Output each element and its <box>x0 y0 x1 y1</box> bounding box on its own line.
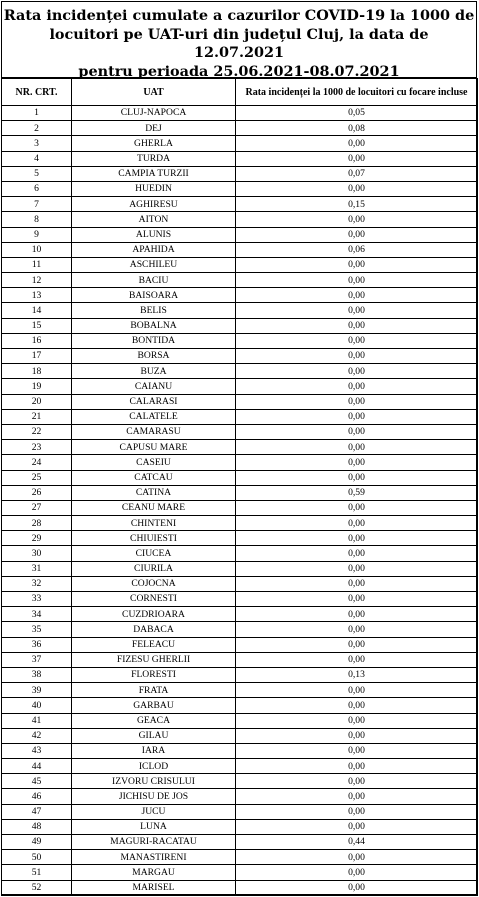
row-incidence-rate: 0,00 <box>236 470 478 485</box>
row-number: 21 <box>2 409 72 424</box>
row-uat: DEJ <box>72 121 236 136</box>
row-uat: FELEACU <box>72 637 236 652</box>
table-row <box>2 622 478 637</box>
table-row <box>2 318 478 333</box>
row-incidence-rate: 0,00 <box>236 424 478 439</box>
table-row <box>2 106 478 121</box>
row-number: 20 <box>2 394 72 409</box>
row-number: 42 <box>2 728 72 743</box>
row-number: 4 <box>2 151 72 166</box>
row-uat: GHERLA <box>72 136 236 151</box>
row-number: 34 <box>2 607 72 622</box>
table-row <box>2 607 478 622</box>
document-sheet <box>1 1 477 895</box>
row-incidence-rate: 0,00 <box>236 759 478 774</box>
row-uat: TURDA <box>72 151 236 166</box>
row-incidence-rate: 0,00 <box>236 652 478 667</box>
row-number: 35 <box>2 622 72 637</box>
table-row <box>2 592 478 607</box>
table-row <box>2 364 478 379</box>
header-nr-crt: NR. CRT. <box>2 79 72 106</box>
row-uat: LUNA <box>72 819 236 834</box>
row-uat: ICLOD <box>72 759 236 774</box>
table-row <box>2 440 478 455</box>
row-uat: DABACA <box>72 622 236 637</box>
table-row <box>2 166 478 181</box>
row-number: 26 <box>2 485 72 500</box>
table-row <box>2 531 478 546</box>
row-number: 47 <box>2 804 72 819</box>
table-row <box>2 485 478 500</box>
row-number: 2 <box>2 121 72 136</box>
table-row <box>2 804 478 819</box>
row-number: 23 <box>2 440 72 455</box>
row-number: 1 <box>2 106 72 121</box>
row-uat: MAGURI-RACATAU <box>72 835 236 850</box>
title-line-2: locuitori pe UAT-uri din județul Cluj, la data de 12.07.2021 <box>49 25 429 61</box>
table-row <box>2 242 478 257</box>
row-number: 22 <box>2 424 72 439</box>
row-uat: AITON <box>72 212 236 227</box>
row-uat: CIUCEA <box>72 546 236 561</box>
row-incidence-rate: 0,00 <box>236 819 478 834</box>
row-number: 8 <box>2 212 72 227</box>
row-uat: IARA <box>72 743 236 758</box>
row-number: 29 <box>2 531 72 546</box>
row-uat: CALARASI <box>72 394 236 409</box>
row-incidence-rate: 0,00 <box>236 576 478 591</box>
row-number: 13 <box>2 288 72 303</box>
row-uat: CASEIU <box>72 455 236 470</box>
row-number: 32 <box>2 576 72 591</box>
row-number: 31 <box>2 561 72 576</box>
table-row <box>2 470 478 485</box>
row-number: 44 <box>2 759 72 774</box>
row-incidence-rate: 0,00 <box>236 257 478 272</box>
row-number: 50 <box>2 850 72 865</box>
row-uat: BELIS <box>72 303 236 318</box>
row-uat: CHINTENI <box>72 516 236 531</box>
table-row <box>2 394 478 409</box>
row-uat: CIURILA <box>72 561 236 576</box>
table-row <box>2 561 478 576</box>
row-incidence-rate: 0,00 <box>236 349 478 364</box>
row-number: 40 <box>2 698 72 713</box>
row-uat: CUZDRIOARA <box>72 607 236 622</box>
row-incidence-rate: 0,00 <box>236 774 478 789</box>
row-uat: GILAU <box>72 728 236 743</box>
row-uat: COJOCNA <box>72 576 236 591</box>
row-incidence-rate: 0,06 <box>236 242 478 257</box>
table-row <box>2 743 478 758</box>
table-row <box>2 288 478 303</box>
row-incidence-rate: 0,00 <box>236 531 478 546</box>
row-incidence-rate: 0,00 <box>236 288 478 303</box>
row-incidence-rate: 0,00 <box>236 181 478 196</box>
row-incidence-rate: 0,05 <box>236 106 478 121</box>
table-row <box>2 197 478 212</box>
row-number: 6 <box>2 181 72 196</box>
table-row <box>2 713 478 728</box>
row-number: 37 <box>2 652 72 667</box>
table-row <box>2 349 478 364</box>
row-incidence-rate: 0,00 <box>236 136 478 151</box>
row-incidence-rate: 0,00 <box>236 728 478 743</box>
row-number: 45 <box>2 774 72 789</box>
table-header-row <box>2 79 478 106</box>
row-incidence-rate: 0,00 <box>236 850 478 865</box>
table-row <box>2 455 478 470</box>
row-number: 14 <box>2 303 72 318</box>
table-row <box>2 789 478 804</box>
row-uat: CEANU MARE <box>72 500 236 515</box>
row-uat: CHIUIESTI <box>72 531 236 546</box>
row-uat: IZVORU CRISULUI <box>72 774 236 789</box>
row-number: 15 <box>2 318 72 333</box>
row-incidence-rate: 0,08 <box>236 121 478 136</box>
row-incidence-rate: 0,00 <box>236 516 478 531</box>
row-uat: GEACA <box>72 713 236 728</box>
row-uat: ALUNIS <box>72 227 236 242</box>
row-incidence-rate: 0,00 <box>236 409 478 424</box>
row-uat: CAIANU <box>72 379 236 394</box>
table-row <box>2 819 478 834</box>
row-incidence-rate: 0,00 <box>236 440 478 455</box>
table-row <box>2 181 478 196</box>
row-incidence-rate: 0,00 <box>236 592 478 607</box>
table-body <box>2 106 478 896</box>
header-incidence-rate: Rata incidenței la 1000 de locuitori cu focare incluse <box>236 79 478 106</box>
row-uat: HUEDIN <box>72 181 236 196</box>
row-incidence-rate: 0,00 <box>236 607 478 622</box>
row-incidence-rate: 0,59 <box>236 485 478 500</box>
row-incidence-rate: 0,00 <box>236 546 478 561</box>
row-uat: CAMPIA TURZII <box>72 166 236 181</box>
row-uat: MARGAU <box>72 865 236 880</box>
row-incidence-rate: 0,00 <box>236 455 478 470</box>
row-incidence-rate: 0,00 <box>236 500 478 515</box>
table-row <box>2 546 478 561</box>
table-row <box>2 774 478 789</box>
row-incidence-rate: 0,00 <box>236 364 478 379</box>
row-uat: ASCHILEU <box>72 257 236 272</box>
row-uat: CATINA <box>72 485 236 500</box>
row-number: 7 <box>2 197 72 212</box>
table-row <box>2 759 478 774</box>
row-uat: BORSA <box>72 349 236 364</box>
row-number: 24 <box>2 455 72 470</box>
row-uat: BAISOARA <box>72 288 236 303</box>
row-number: 43 <box>2 743 72 758</box>
table-row <box>2 850 478 865</box>
row-uat: FIZESU GHERLII <box>72 652 236 667</box>
row-uat: BUZA <box>72 364 236 379</box>
row-uat: CALATELE <box>72 409 236 424</box>
row-incidence-rate: 0,00 <box>236 865 478 880</box>
table-row <box>2 865 478 880</box>
row-number: 9 <box>2 227 72 242</box>
row-incidence-rate: 0,15 <box>236 197 478 212</box>
row-uat: CAPUSU MARE <box>72 440 236 455</box>
row-number: 36 <box>2 637 72 652</box>
row-uat: APAHIDA <box>72 242 236 257</box>
row-number: 25 <box>2 470 72 485</box>
row-uat: CATCAU <box>72 470 236 485</box>
row-uat: CLUJ-NAPOCA <box>72 106 236 121</box>
row-number: 52 <box>2 880 72 895</box>
row-uat: MARISEL <box>72 880 236 895</box>
row-number: 5 <box>2 166 72 181</box>
table-row <box>2 424 478 439</box>
title-line-3: pentru perioada 25.06.2021-08.07.2021 <box>78 62 400 80</box>
row-incidence-rate: 0,00 <box>236 683 478 698</box>
row-uat: CAMARASU <box>72 424 236 439</box>
row-number: 27 <box>2 500 72 515</box>
row-number: 30 <box>2 546 72 561</box>
table-row <box>2 303 478 318</box>
row-number: 39 <box>2 683 72 698</box>
table-row <box>2 880 478 895</box>
table-row <box>2 683 478 698</box>
row-number: 33 <box>2 592 72 607</box>
row-uat: FRATA <box>72 683 236 698</box>
table-row <box>2 151 478 166</box>
table-row <box>2 273 478 288</box>
table-row <box>2 637 478 652</box>
row-incidence-rate: 0,00 <box>236 212 478 227</box>
table-row <box>2 121 478 136</box>
table-row <box>2 379 478 394</box>
row-incidence-rate: 0,44 <box>236 835 478 850</box>
row-number: 17 <box>2 349 72 364</box>
row-number: 10 <box>2 242 72 257</box>
table-row <box>2 136 478 151</box>
table-row <box>2 212 478 227</box>
row-incidence-rate: 0,00 <box>236 743 478 758</box>
row-incidence-rate: 0,00 <box>236 880 478 895</box>
row-incidence-rate: 0,00 <box>236 303 478 318</box>
row-incidence-rate: 0,00 <box>236 789 478 804</box>
row-uat: GARBAU <box>72 698 236 713</box>
table-row <box>2 257 478 272</box>
row-incidence-rate: 0,00 <box>236 318 478 333</box>
row-uat: BACIU <box>72 273 236 288</box>
row-incidence-rate: 0,00 <box>236 622 478 637</box>
table-row <box>2 835 478 850</box>
row-uat: CORNESTI <box>72 592 236 607</box>
row-incidence-rate: 0,00 <box>236 637 478 652</box>
header-uat: UAT <box>72 79 236 106</box>
row-incidence-rate: 0,00 <box>236 151 478 166</box>
row-number: 28 <box>2 516 72 531</box>
table-row <box>2 333 478 348</box>
row-incidence-rate: 0,13 <box>236 667 478 682</box>
row-uat: JICHISU DE JOS <box>72 789 236 804</box>
row-uat: MANASTIRENI <box>72 850 236 865</box>
table-row <box>2 667 478 682</box>
row-incidence-rate: 0,00 <box>236 227 478 242</box>
row-uat: JUCU <box>72 804 236 819</box>
table-row <box>2 227 478 242</box>
table-row <box>2 652 478 667</box>
table-row <box>2 516 478 531</box>
table-row <box>2 728 478 743</box>
row-number: 46 <box>2 789 72 804</box>
row-incidence-rate: 0,00 <box>236 698 478 713</box>
row-incidence-rate: 0,00 <box>236 804 478 819</box>
row-incidence-rate: 0,00 <box>236 713 478 728</box>
row-incidence-rate: 0,00 <box>236 394 478 409</box>
document-title <box>2 2 476 78</box>
row-number: 38 <box>2 667 72 682</box>
row-uat: BONTIDA <box>72 333 236 348</box>
row-incidence-rate: 0,00 <box>236 273 478 288</box>
row-number: 41 <box>2 713 72 728</box>
table-row <box>2 698 478 713</box>
row-number: 51 <box>2 865 72 880</box>
row-number: 11 <box>2 257 72 272</box>
row-uat: AGHIRESU <box>72 197 236 212</box>
row-number: 12 <box>2 273 72 288</box>
table-row <box>2 409 478 424</box>
row-number: 18 <box>2 364 72 379</box>
row-number: 3 <box>2 136 72 151</box>
row-incidence-rate: 0,00 <box>236 379 478 394</box>
table-row <box>2 500 478 515</box>
row-incidence-rate: 0,00 <box>236 561 478 576</box>
row-incidence-rate: 0,00 <box>236 333 478 348</box>
title-line-1: Rata incidenței cumulate a cazurilor COVID-19 la 1000 de <box>3 7 475 24</box>
row-number: 19 <box>2 379 72 394</box>
incidence-table <box>1 78 478 896</box>
row-number: 48 <box>2 819 72 834</box>
row-number: 49 <box>2 835 72 850</box>
row-incidence-rate: 0,07 <box>236 166 478 181</box>
row-number: 16 <box>2 333 72 348</box>
row-uat: FLORESTI <box>72 667 236 682</box>
row-uat: BOBALNA <box>72 318 236 333</box>
table-row <box>2 576 478 591</box>
